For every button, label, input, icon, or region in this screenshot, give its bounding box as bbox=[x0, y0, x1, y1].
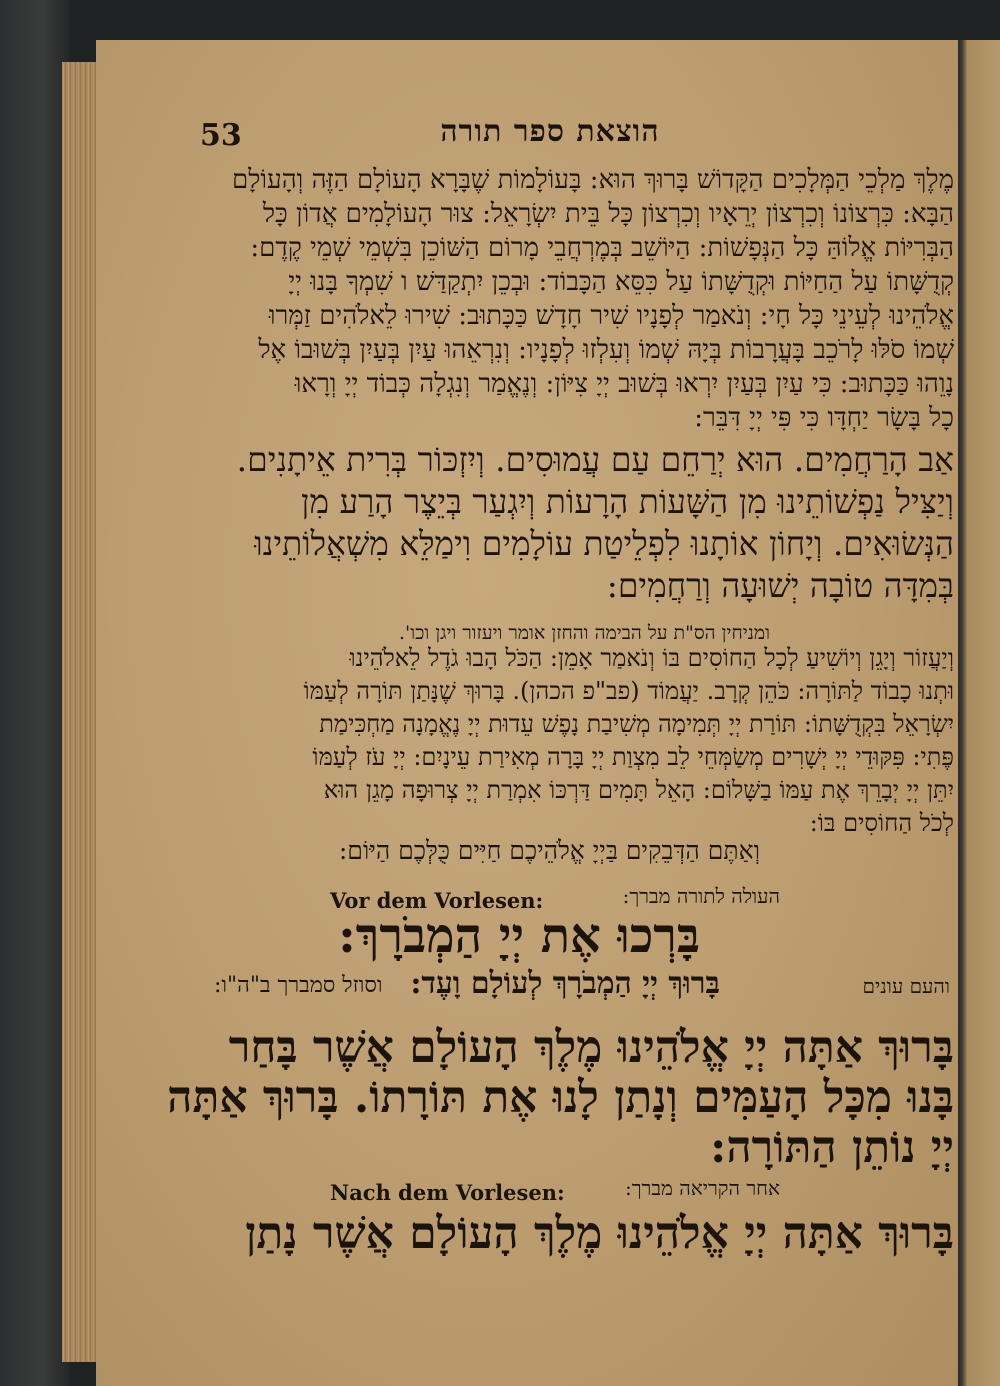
german-heading-before: Vor dem Vorlesen: bbox=[330, 888, 544, 913]
text-line: יִתֵּן יְיָ יְבָרֵךְ אֶת עַמּוֹ בַשָּׁלוֹם: הָאֵל תָּמִים דַּרְכּוֹ אִמְרַת יְיָ צְרוּפָה מָגֵן הוּא bbox=[323, 776, 954, 804]
verse-line: וְאַתֶּם הַדְּבֵקִים בַּיְיָ אֱלֹהֵיכֶם חַיִּים כֻּלְּכֶם הַיּוֹם: bbox=[338, 836, 760, 865]
facing-page-edge bbox=[958, 40, 1000, 1386]
text-line: נָוֵהוּ כַּכָּתוּב: כִּי עַיִן בְּעַיִן יִרְאוּ בְּשׁוּב יְיָ צִיּוֹן: וְנֶאֱמַר וְנִגְלָה כְּבוֹד יְיָ וְרָאוּ bbox=[294, 369, 954, 399]
text-line: וּתְנוּ כָבוֹד לַתּוֹרָה: כֹּהֵן קְרָב. יַעֲמוֹד (פב"פ הכהן). בָּרוּךְ שֶׁנָּתַן תּוֹרָה לְעַמּוֹ bbox=[303, 677, 954, 705]
torah-blessing-line: בָּרוּךְ אַתָּה יְיָ אֱלֹהֵינוּ מֶלֶךְ הָעוֹלָם אֲשֶׁר בָּחַר bbox=[228, 1022, 954, 1073]
text-line: קְדֻשָּׁתוֹ עַל הַחַיּוֹת וּקְדֻשָּׁתוֹ עַל כִּסֵּא הַכָּבוֹד: וּבְכֵן יִתְקַדַּשׁ ו שִׁמְךָ בָּנוּ יְיָ bbox=[288, 267, 954, 297]
torah-blessing-line: בָּנוּ מִכָּל הָעַמִּים וְנָתַן לָנוּ אֶת תּוֹרָתוֹ. בָּרוּךְ אַתָּה bbox=[167, 1072, 954, 1123]
response-blessing: בָּרוּךְ יְיָ הַמְבֹרָךְ לְעוֹלָם וָעֶד: bbox=[410, 966, 720, 1001]
prayer-line-large: בְּמִדָּה טוֹבָה יְשׁוּעָה וְרַחֲמִים: bbox=[606, 566, 954, 605]
text-line: אֱלֹהֵינוּ לְעֵינֵי כָּל חָי: וְנֹאמַר לְפָנָיו שִׁיר חָדָשׁ כַּכָּתוּב: שִׁירוּ לֵאלֹהִים זַמְּרוּ bbox=[268, 301, 954, 331]
torah-blessing-line: יְיָ נוֹתֵן הַתּוֹרָה: bbox=[710, 1122, 954, 1173]
instruction-note: ומניחין הס"ת על הבימה והחזן אומר ויעזור ויגן וכו'. bbox=[399, 622, 770, 644]
text-line: לְכֹל הַחוֹסִים בּוֹ: bbox=[809, 809, 954, 837]
text-line: שְׁמוֹ סֹלּוּ לָרֹכֵב בָּעֲרָבוֹת בְּיָהּ שְׁמוֹ וְעִלְזוּ לְפָנָיו: וְנִרְאֵהוּ עַיִן בְּעַיִן בְּשׁוּבוֹ אֶל bbox=[258, 335, 954, 365]
book-cover-edge bbox=[0, 0, 70, 1386]
instruction-before: העולה לתורה מברך: bbox=[622, 884, 780, 908]
text-line: כָל בָּשָׂר יַחְדָּו כִּי פִּי יְיָ דִּבֵּר: bbox=[694, 403, 954, 433]
barchu-blessing: בָּרְכוּ אֶת יְיָ הַמְבֹרָךְ: bbox=[338, 908, 700, 964]
text-line: הַבָּא: כִּרְצוֹנוֹ וְכִרְצוֹן יְרֵאָיו וְכִרְצוֹן כָּל בֵּית יִשְׂרָאֵל: צוּר הָעוֹלָמִים אֲדוֹן כָּל bbox=[262, 199, 954, 229]
prayer-line-large: הַנְּשׂוּאִים. וְיָחוֹן אוֹתָנוּ לִפְלֵיטַת עוֹלָמִים וִימַלֵּא מִשְׁאֲלוֹתֵינוּ bbox=[254, 524, 954, 563]
page-number: 53 bbox=[200, 118, 242, 153]
response-note-left: וסוזל סמברך ב"ה"ו: bbox=[214, 973, 383, 998]
german-heading-after: Nach dem Vorlesen: bbox=[330, 1180, 565, 1205]
response-note-right: והעם עונים bbox=[862, 974, 950, 998]
after-blessing-line: בָּרוּךְ אַתָּה יְיָ אֱלֹהֵינוּ מֶלֶךְ הָעוֹלָם אֲשֶׁר נָתַן bbox=[245, 1208, 954, 1259]
page-title: הוצאת ספר תורה bbox=[440, 114, 660, 149]
prayer-line-large: וְיַצִּיל נַפְשׁוֹתֵינוּ מִן הַשָּׁעוֹת הָרָעוֹת וְיִגְעַר בְּיֵצֶר הָרַע מִן bbox=[301, 482, 954, 521]
instruction-after: אחר הקריאה מברך: bbox=[624, 1176, 780, 1200]
prayer-line-large: אַב הָרַחֲמִים. הוּא יְרַחֵם עַם עֲמוּסִים. וְיִזְכּוֹר בְּרִית אֵיתָנִים. bbox=[236, 440, 954, 479]
text-line: וְיַעֲזוֹר וְיָגֵן וְיוֹשִׁיעַ לְכָל הַחוֹסִים בּוֹ וְנֹאמַר אָמֵן: הַכֹּל הָבוּ גֹדֶל לֵאלֹהֵינוּ bbox=[349, 644, 954, 672]
text-line: פֶּתִי: פִּקּוּדֵי יְיָ יְשָׁרִים מְשַׂמְּחֵי לֵב מִצְוַת יְיָ בָּרָה מְאִירַת עֵינָיִם: יְיָ עֹז לְעַמּוֹ bbox=[312, 743, 954, 771]
text-line: הַבְּרִיּוֹת אֱלוֹהַּ כָּל הַנְּפָשׁוֹת: הַיּוֹשֵׁב בְּמֶרְחֲבֵי מָרוֹם הַשּׁוֹכֵן בִּשְׁמֵי שְׁמֵי קֶדֶם: bbox=[250, 233, 954, 263]
text-line: מֶלֶךְ מַלְכֵי הַמְּלָכִים הַקָּדוֹשׁ בָּרוּךְ הוּא: בָּעוֹלָמוֹת שֶׁבָּרָא הָעוֹלָם הַזֶּה וְהָעוֹלָם bbox=[231, 165, 954, 195]
text-line: יִשְׂרָאֵל בִּקְדֻשָּׁתוֹ: תּוֹרַת יְיָ תְּמִימָה מְשִׁיבַת נָפֶשׁ עֵדוּת יְיָ נֶאֱמָנָה מַחְכִּימַת bbox=[319, 710, 954, 738]
